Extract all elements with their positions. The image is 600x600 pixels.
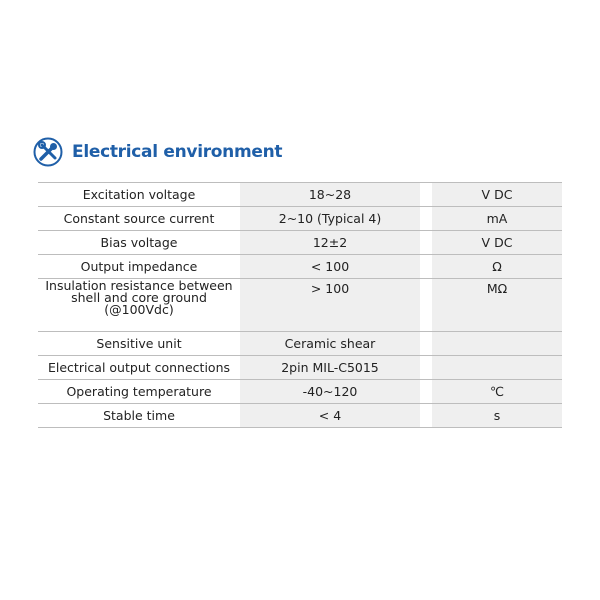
row-unit: V DC [432, 231, 562, 255]
row-value: 2~10 (Typical 4) [240, 207, 420, 231]
row-unit: ℃ [432, 380, 562, 404]
row-label: Constant source current [38, 207, 240, 231]
row-unit: s [432, 404, 562, 428]
table-row [38, 231, 562, 255]
row-label: Operating temperature [38, 380, 240, 404]
row-value: 12±2 [240, 231, 420, 255]
row-unit: Ω [432, 255, 562, 279]
table-row [38, 279, 562, 332]
row-label: Output impedance [38, 255, 240, 279]
column-gap [420, 231, 432, 255]
row-unit [432, 332, 562, 356]
column-gap [420, 332, 432, 356]
column-gap [420, 380, 432, 404]
row-value: 18~28 [240, 183, 420, 207]
row-label: Stable time [38, 404, 240, 428]
row-value: -40~120 [240, 380, 420, 404]
row-unit: mA [432, 207, 562, 231]
row-value: Ceramic shear [240, 332, 420, 356]
row-unit: MΩ [432, 279, 562, 332]
table-row [38, 356, 562, 380]
table-row [38, 207, 562, 231]
row-label: Electrical output connections [38, 356, 240, 380]
row-label: Insulation resistance between shell and core ground (@100Vdc) [38, 279, 240, 332]
row-value: > 100 [240, 279, 420, 332]
column-gap [420, 356, 432, 380]
row-label: Bias voltage [38, 231, 240, 255]
table-row [38, 404, 562, 428]
row-label: Sensitive unit [38, 332, 240, 356]
row-value: < 4 [240, 404, 420, 428]
row-value: 2pin MIL-C5015 [240, 356, 420, 380]
column-gap [420, 183, 432, 207]
column-gap [420, 404, 432, 428]
table-row [38, 380, 562, 404]
table-row [38, 332, 562, 356]
row-unit: V DC [432, 183, 562, 207]
row-label: Excitation voltage [38, 183, 240, 207]
section-title: Electrical environment [72, 142, 283, 162]
row-unit [432, 356, 562, 380]
column-gap [420, 279, 432, 332]
table-row [38, 255, 562, 279]
column-gap [420, 207, 432, 231]
tools-icon [33, 137, 63, 167]
section-header [33, 137, 282, 167]
spec-table [38, 182, 562, 428]
row-value: < 100 [240, 255, 420, 279]
table-row [38, 183, 562, 207]
column-gap [420, 255, 432, 279]
